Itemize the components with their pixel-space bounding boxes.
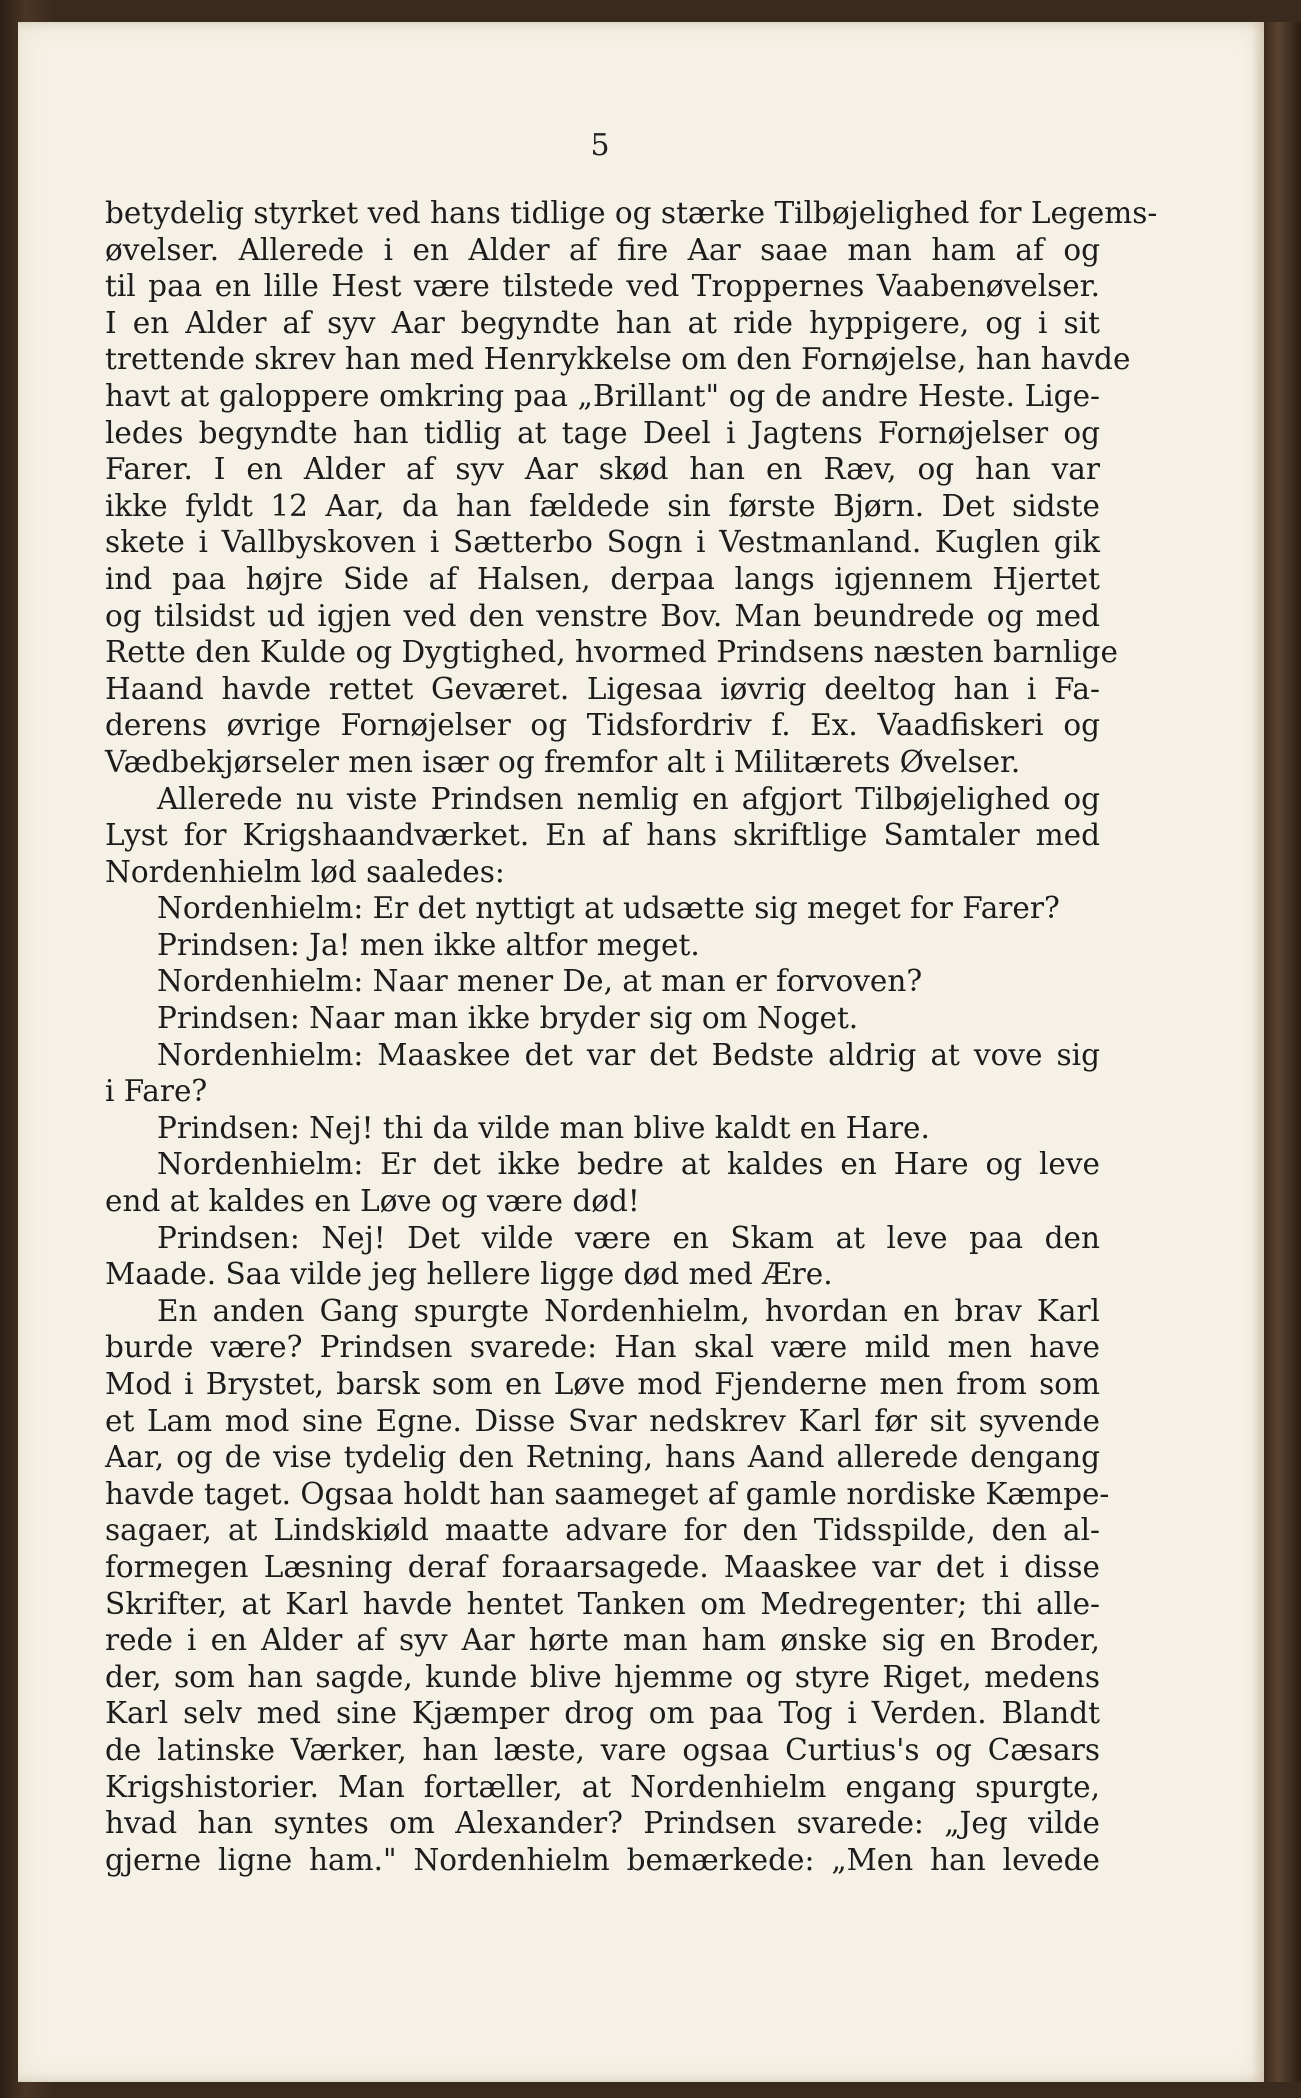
- text-line: Krigshistorier. Man fortæller, at Nordenhielm engang spurgte,: [105, 1769, 1100, 1804]
- text-line: Mod i Brystet, barsk som en Løve mod Fjenderne men from som: [105, 1367, 1100, 1401]
- text-line: Nordenhielm: Er det nyttigt at udsætte sig meget for Farer?: [157, 891, 1060, 926]
- text-line: Maade. Saa vilde jeg hellere ligge død med Ære.: [105, 1257, 833, 1292]
- text-line: der, som han sagde, kunde blive hjemme og styre Riget, medens: [105, 1659, 1100, 1694]
- text-line: Farer. I en Alder af syv Aar skød han en Ræv, og han var: [105, 452, 1100, 487]
- text-line: havde taget. Ogsaa holdt han saameget af gamle nordiske Kæmpe-: [105, 1476, 1110, 1511]
- text-line: ledes begyndte han tidlig at tage Deel i Jagtens Fornøjelser og: [105, 415, 1100, 450]
- text-line: Allerede nu viste Prindsen nemlig en afgjort Tilbøjelighed og: [157, 781, 1100, 816]
- text-line: Aar, og de vise tydelig den Retning, hans Aand allerede dengang: [105, 1440, 1100, 1475]
- text-line: et Lam mod sine Egne. Disse Svar nedskrev Karl før sit syvende: [105, 1403, 1100, 1438]
- text-line: ikke fyldt 12 Aar, da han fældede sin første Bjørn. Det sidste: [105, 488, 1100, 523]
- text-line: hvad han syntes om Alexander? Prindsen svarede: „Jeg vilde: [105, 1806, 1100, 1841]
- text-line: Haand havde rettet Geværet. Ligesaa iøvrig deeltog han i Fa-: [105, 671, 1100, 706]
- text-line: øvelser. Allerede i en Alder af fire Aar saae man ham af og: [105, 232, 1100, 267]
- text-line: I en Alder af syv Aar begyndte han at ride hyppigere, og i sit: [105, 305, 1100, 340]
- text-line: sagaer, at Lindskiøld maatte advare for den Tidsspilde, den al-: [105, 1513, 1100, 1548]
- text-line: Prindsen: Nej! thi da vilde man blive kaldt en Hare.: [157, 1110, 930, 1145]
- text-line: Vædbekjørseler men især og fremfor alt i Militærets Øvelser.: [105, 744, 1021, 779]
- text-line: Skrifter, at Karl havde hentet Tanken om Medregenter; thi alle-: [105, 1586, 1100, 1621]
- text-line: burde være? Prindsen svarede: Han skal være mild men have: [105, 1330, 1100, 1365]
- text-line: trettende skrev han med Henrykkelse om den Fornøjelse, han havde: [105, 342, 1131, 377]
- text-line: Nordenhielm: Maaskee det var det Bedste aldrig at vove sig: [157, 1037, 1100, 1072]
- text-line: gjerne ligne ham." Nordenhielm bemærkede: „Men han levede: [105, 1842, 1100, 1877]
- page-number: 5: [590, 128, 610, 163]
- body-text: [105, 195, 1158, 1878]
- text-line: Nordenhielm: Er det ikke bedre at kaldes en Hare og leve: [157, 1147, 1100, 1182]
- text-line: skete i Vallbyskoven i Sætterbo Sogn i Vestmanland. Kuglen gik: [105, 525, 1100, 560]
- text-line: ind paa højre Side af Halsen, derpaa langs igjennem Hjertet: [105, 561, 1100, 596]
- text-line: de latinske Værker, han læste, vare ogsaa Curtius's og Cæsars: [105, 1732, 1100, 1767]
- text-line: og tilsidst ud igjen ved den venstre Bov. Man beundrede og med: [105, 598, 1100, 633]
- text-line: rede i en Alder af syv Aar hørte man ham ønske sig en Broder,: [105, 1623, 1100, 1658]
- text-line: derens øvrige Fornøjelser og Tidsfordriv f. Ex. Vaadfiskeri og: [105, 708, 1100, 743]
- page-edge: [1264, 22, 1301, 2082]
- text-line: Prindsen: Ja! men ikke altfor meget.: [157, 927, 700, 962]
- text-line: Lyst for Krigshaandværket. En af hans skriftlige Samtaler med: [105, 818, 1100, 853]
- text-line: i Fare?: [105, 1074, 208, 1109]
- text-line: Rette den Kulde og Dygtighed, hvormed Prindsens næsten barnlige: [105, 635, 1118, 670]
- text-line: end at kaldes en Løve og være død!: [105, 1184, 640, 1219]
- text-line: havt at galoppere omkring paa „Brillant" og de andre Heste. Lige-: [105, 378, 1100, 413]
- text-line: Karl selv med sine Kjæmper drog om paa Tog i Verden. Blandt: [105, 1696, 1100, 1731]
- text-line: Nordenhielm: Naar mener De, at man er forvoven?: [157, 964, 923, 999]
- text-line: En anden Gang spurgte Nordenhielm, hvordan en brav Karl: [157, 1293, 1100, 1328]
- text-line: Nordenhielm lød saaledes:: [105, 854, 505, 889]
- text-line: til paa en lille Hest være tilstede ved Troppernes Vaabenøvelser.: [105, 269, 1100, 304]
- text-line: formegen Læsning deraf foraarsagede. Maaskee var det i disse: [105, 1549, 1100, 1584]
- text-line: Prindsen: Naar man ikke bryder sig om Noget.: [157, 1001, 859, 1036]
- text-line: betydelig styrket ved hans tidlige og stærke Tilbøjelighed for Legems-: [105, 196, 1158, 230]
- text-line: Prindsen: Nej! Det vilde være en Skam at leve paa den: [157, 1220, 1100, 1255]
